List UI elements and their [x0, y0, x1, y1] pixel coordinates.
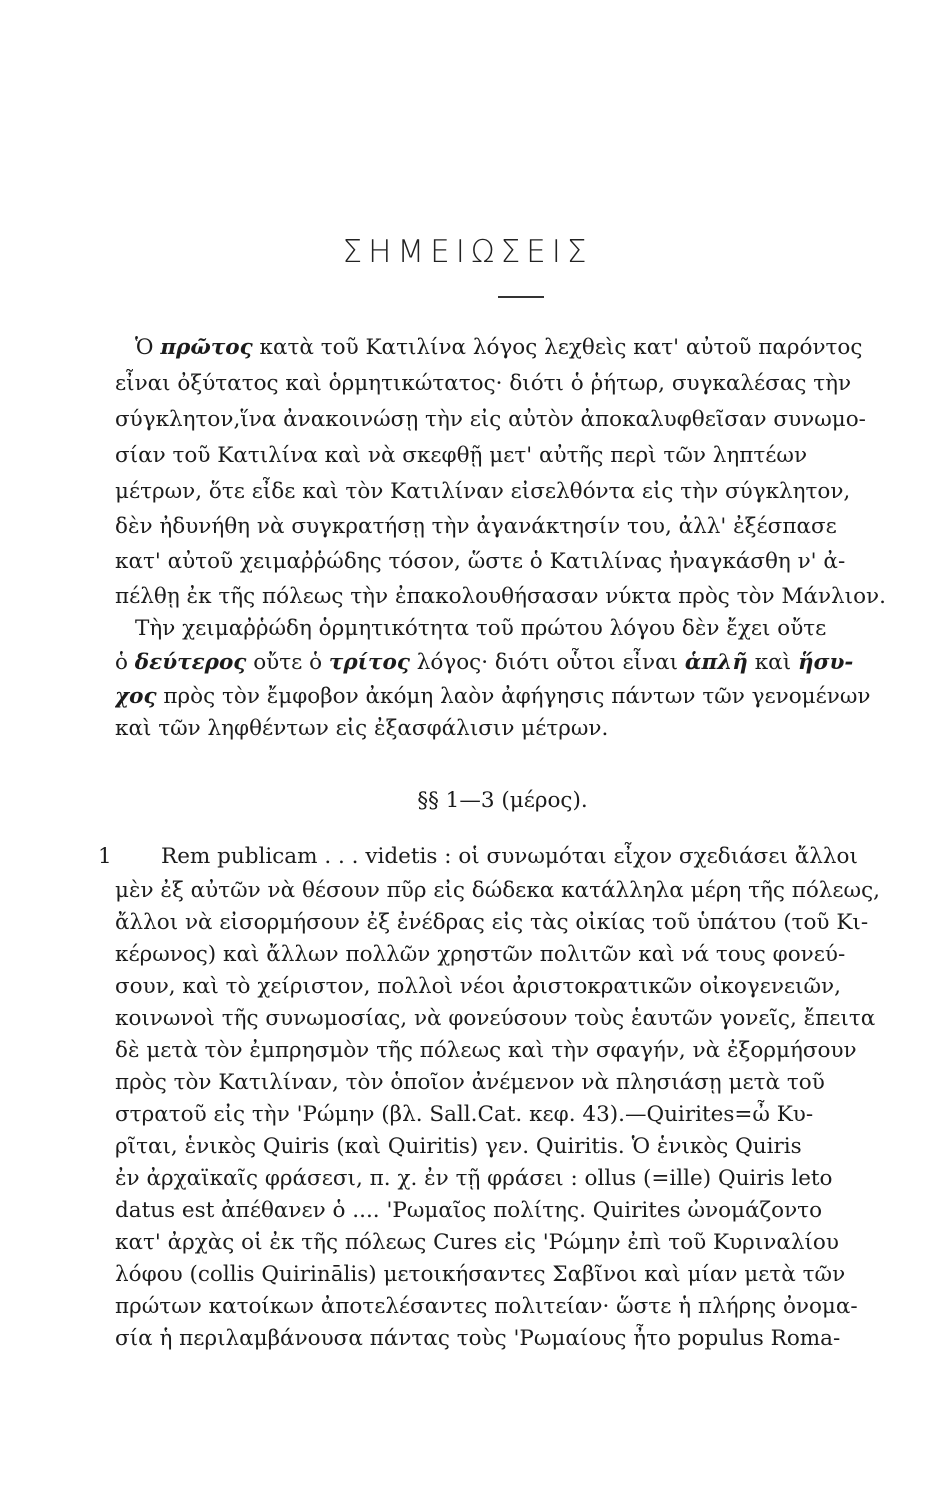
note-line: datus est ἀπέθανεν ὁ .... 'Ρωμαῖος πολίτης. Quirites ὠνομάζοντο	[115, 1198, 823, 1223]
text-run: καὶ	[747, 650, 798, 675]
note-line: πρὸς τὸν Κατιλίναν, τὸν ὁποῖον ἀνέμενον νὰ πλησιάσῃ μετὰ τοῦ	[115, 1070, 825, 1095]
intro-line	[115, 682, 935, 712]
intro-line: Τὴν χειμαῤῥώδη ὁρμητικότητα τοῦ πρώτου λόγου δὲν ἔχει οὔτε	[135, 616, 827, 641]
intro-line: δὲν ἠδυνήθη νὰ συγκρατήσῃ τὴν ἀγανάκτησίν του, ἀλλ' ἐξέσπασε	[115, 514, 837, 539]
emphasis-first: πρῶτος	[160, 335, 253, 360]
note-line: σουν, καὶ τὸ χείριστον, πολλοὶ νέοι ἀριστοκρατικῶν οἰκογενειῶν,	[115, 974, 841, 999]
section-title: §§ 1—3 (μέρος).	[417, 788, 588, 813]
intro-line: κατ' αὐτοῦ χειμαῤῥώδης τόσον, ὥστε ὁ Κατιλίνας ἠναγκάσθη ν' ἀ-	[115, 549, 846, 574]
emphasis-second: δεύτερος	[134, 650, 247, 675]
note-line: κατ' ἀρχὰς οἱ ἐκ τῆς πόλεως Cures εἰς 'Ρώμην ἐπὶ τοῦ Κυριναλίου	[115, 1230, 839, 1255]
heading-divider	[498, 296, 544, 298]
notes-heading: ΣΗΜΕΙΩΣΕΙΣ	[342, 234, 593, 270]
intro-line: καὶ τῶν ληφθέντων εἰς ἐξασφάλισιν μέτρων.	[115, 716, 609, 741]
emphasis-calm: ἥσυ-	[797, 650, 854, 675]
note-line: ἐν ἀρχαϊκαῖς φράσεσι, π. χ. ἐν τῇ φράσει : ollus (=ille) Quiris leto	[115, 1166, 833, 1191]
note-line: ρῖται, ἑνικὸς Quiris (καὶ Quiritis) γεν. Quiritis. Ὁ ἑνικὸς Quiris	[115, 1134, 802, 1159]
note-line: κοινωνοὶ τῆς συνωμοσίας, νὰ φονεύσουν τοὺς ἑαυτῶν γονεῖς, ἔπειτα	[115, 1006, 876, 1031]
note-line: λόφου (collis Quirinālis) μετοικήσαντες Σαβῖνοι καὶ μίαν μετὰ τῶν	[115, 1262, 846, 1287]
note-line: Rem publicam . . . videtis : οἱ συνωμόται εἶχον σχεδιάσει ἄλλοι	[161, 844, 858, 869]
note-line: σία ἡ περιλαμβάνουσα πάντας τοὺς 'Ρωμαίους ἦτο populus Roma-	[115, 1326, 841, 1351]
intro-line: πέλθῃ ἐκ τῆς πόλεως τὴν ἐπακολουθήσασαν νύκτα πρὸς τὸν Μάνλιον.	[115, 584, 886, 609]
text-run: Ὁ	[135, 335, 161, 360]
note-line: ἄλλοι νὰ εἰσορμήσουν ἐξ ἐνέδρας εἰς τὰς οἰκίας τοῦ ὑπάτου (τοῦ Κι-	[115, 910, 869, 935]
note-line: κέρωνος) καὶ ἄλλων πολλῶν χρηστῶν πολιτῶν καὶ νά τους φονεύ-	[115, 942, 846, 967]
text-run: οὔτε ὁ	[246, 650, 329, 675]
emphasis-calm-cont: χος	[115, 684, 157, 709]
text-run: λόγος· διότι οὗτοι εἶναι	[409, 650, 685, 675]
intro-line: σίαν τοῦ Κατιλίνα καὶ νὰ σκεφθῇ μετ' αὐτῆς περὶ τῶν ληπτέων	[115, 443, 808, 468]
intro-line: μέτρων, ὅτε εἶδε καὶ τὸν Κατιλίναν εἰσελθόντα εἰς τὴν σύγκλητον,	[115, 479, 851, 504]
intro-line	[115, 648, 935, 678]
intro-line: εἶναι ὀξύτατος καὶ ὁρμητικώτατος· διότι ὁ ῥήτωρ, συγκαλέσας τὴν	[115, 371, 852, 396]
note-line: μὲν ἐξ αὐτῶν νὰ θέσουν πῦρ εἰς δώδεκα κατάλληλα μέρη τῆς πόλεως,	[115, 878, 880, 903]
text-run: κατὰ τοῦ Κατιλίνα λόγος λεχθεὶς κατ' αὐτοῦ παρόντος	[252, 335, 863, 360]
text-run: πρὸς τὸν ἔμφοβον ἀκόμη λαὸν ἀφήγησις πάντων τῶν γενομένων	[156, 684, 871, 709]
note-number: 1	[98, 844, 112, 869]
note-line: πρώτων κατοίκων ἀποτελέσαντες πολιτείαν· ὥστε ἡ πλήρης ὀνομα-	[115, 1294, 858, 1319]
intro-line	[115, 333, 935, 363]
note-line: στρατοῦ εἰς τὴν 'Ρώμην (βλ. Sall.Cat. κεφ. 43).—Quirites=ὦ Κυ-	[115, 1102, 814, 1127]
emphasis-simple: ἁπλῆ	[684, 650, 748, 675]
text-run: ὁ	[115, 650, 135, 675]
note-line: δὲ μετὰ τὸν ἐμπρησμὸν τῆς πόλεως καὶ τὴν σφαγήν, νὰ ἐξορμήσουν	[115, 1038, 857, 1063]
emphasis-third: τρίτος	[328, 650, 410, 675]
intro-line: σύγκλητον,ἵνα ἀνακοινώσῃ τὴν εἰς αὐτὸν ἀποκαλυφθεῖσαν συνωμο-	[115, 407, 866, 432]
